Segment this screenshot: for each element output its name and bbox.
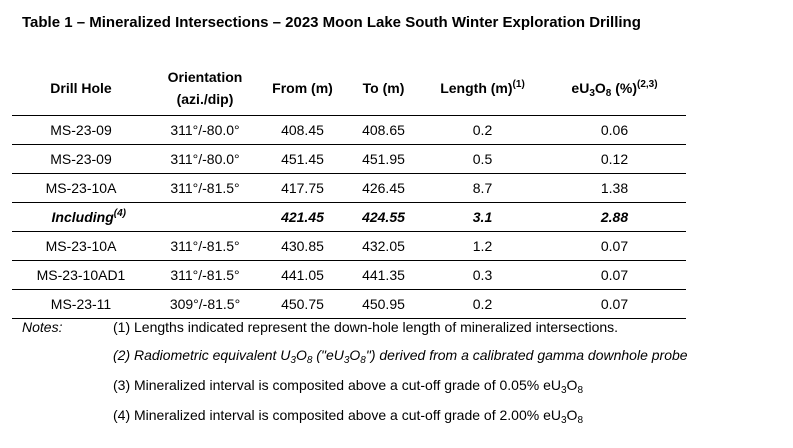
cell-to: 451.95 bbox=[345, 145, 422, 174]
table-header-row bbox=[12, 60, 686, 116]
table-row bbox=[12, 261, 686, 290]
cell-grade: 0.12 bbox=[543, 145, 686, 174]
cell-from: 408.45 bbox=[260, 116, 345, 145]
col-header-drill-hole: Drill Hole bbox=[12, 60, 150, 116]
note-3: (3) Mineralized interval is composited above a cut-off grade of 0.05% $eU_3O_8$ bbox=[113, 377, 583, 396]
cell-drill-hole: MS-23-09 bbox=[12, 145, 150, 174]
cell-orientation: 309°/-81.5° bbox=[150, 290, 260, 319]
col-header-from: From (m) bbox=[260, 60, 345, 116]
cell-from: 450.75 bbox=[260, 290, 345, 319]
table-row bbox=[12, 290, 686, 319]
cell-to: 426.45 bbox=[345, 174, 422, 203]
cell-drill-hole: MS-23-09 bbox=[12, 116, 150, 145]
note-4: (4) Mineralized interval is composited above a cut-off grade of 2.00% $eU_3O_8$ bbox=[113, 407, 583, 426]
cell-grade: 0.07 bbox=[543, 232, 686, 261]
cell-orientation bbox=[150, 203, 260, 232]
cell-from: 430.85 bbox=[260, 232, 345, 261]
cell-drill-hole: MS-23-10A bbox=[12, 232, 150, 261]
table-title: Table 1 – Mineralized Intersections – 2023 Moon Lake South Winter Exploration Drilling bbox=[22, 14, 641, 31]
cell-to: 441.35 bbox=[345, 261, 422, 290]
cell-length: 0.2 bbox=[422, 116, 543, 145]
table-row bbox=[12, 116, 686, 145]
cell-length: 0.5 bbox=[422, 145, 543, 174]
cell-drill-hole: MS-23-11 bbox=[12, 290, 150, 319]
cell-orientation: 311°/-81.5° bbox=[150, 232, 260, 261]
cell-grade: 0.07 bbox=[543, 261, 686, 290]
cell-to: 432.05 bbox=[345, 232, 422, 261]
cell-length: 1.2 bbox=[422, 232, 543, 261]
cell-drill-hole: MS-23-10A bbox=[12, 174, 150, 203]
cell-length: 0.2 bbox=[422, 290, 543, 319]
col-header-orientation: Orientation (azi./dip) bbox=[150, 60, 260, 116]
note-2: (2) Radiometric equivalent $U_3O_8$ $("eU_3O_8")$ derived from a calibrated gamma downhole probe bbox=[113, 347, 688, 366]
cell-length: 0.3 bbox=[422, 261, 543, 290]
col-header-to: To (m) bbox=[345, 60, 422, 116]
cell-to: 424.55 bbox=[345, 203, 422, 232]
table-row bbox=[12, 232, 686, 261]
cell-grade: 2.88 bbox=[543, 203, 686, 232]
col-header-grade: $eU_3O_8$ (%)$^{(2,3)}$ bbox=[543, 60, 686, 116]
cell-grade: 1.38 bbox=[543, 174, 686, 203]
note-1: (1) Lengths indicated represent the down-hole length of mineralized intersections. bbox=[113, 319, 619, 335]
cell-from: 417.75 bbox=[260, 174, 345, 203]
cell-length: 8.7 bbox=[422, 174, 543, 203]
notes-label: Notes: bbox=[22, 319, 63, 335]
cell-including-label: Including$^{(4)}$ bbox=[12, 203, 150, 232]
cell-orientation: 311°/-81.5° bbox=[150, 174, 260, 203]
table-row bbox=[12, 174, 686, 203]
table-row bbox=[12, 145, 686, 174]
cell-orientation: 311°/-80.0° bbox=[150, 145, 260, 174]
cell-from: 441.05 bbox=[260, 261, 345, 290]
col-header-length: Length $(m)^{(1)}$ bbox=[422, 60, 543, 116]
cell-orientation: 311°/-81.5° bbox=[150, 261, 260, 290]
cell-orientation: 311°/-80.0° bbox=[150, 116, 260, 145]
cell-length: 3.1 bbox=[422, 203, 543, 232]
cell-grade: 0.06 bbox=[543, 116, 686, 145]
cell-to: 450.95 bbox=[345, 290, 422, 319]
cell-from: 451.45 bbox=[260, 145, 345, 174]
intersections-table bbox=[12, 60, 686, 319]
cell-from: 421.45 bbox=[260, 203, 345, 232]
table-row-including bbox=[12, 203, 686, 232]
cell-grade: 0.07 bbox=[543, 290, 686, 319]
cell-to: 408.65 bbox=[345, 116, 422, 145]
cell-drill-hole: MS-23-10AD1 bbox=[12, 261, 150, 290]
